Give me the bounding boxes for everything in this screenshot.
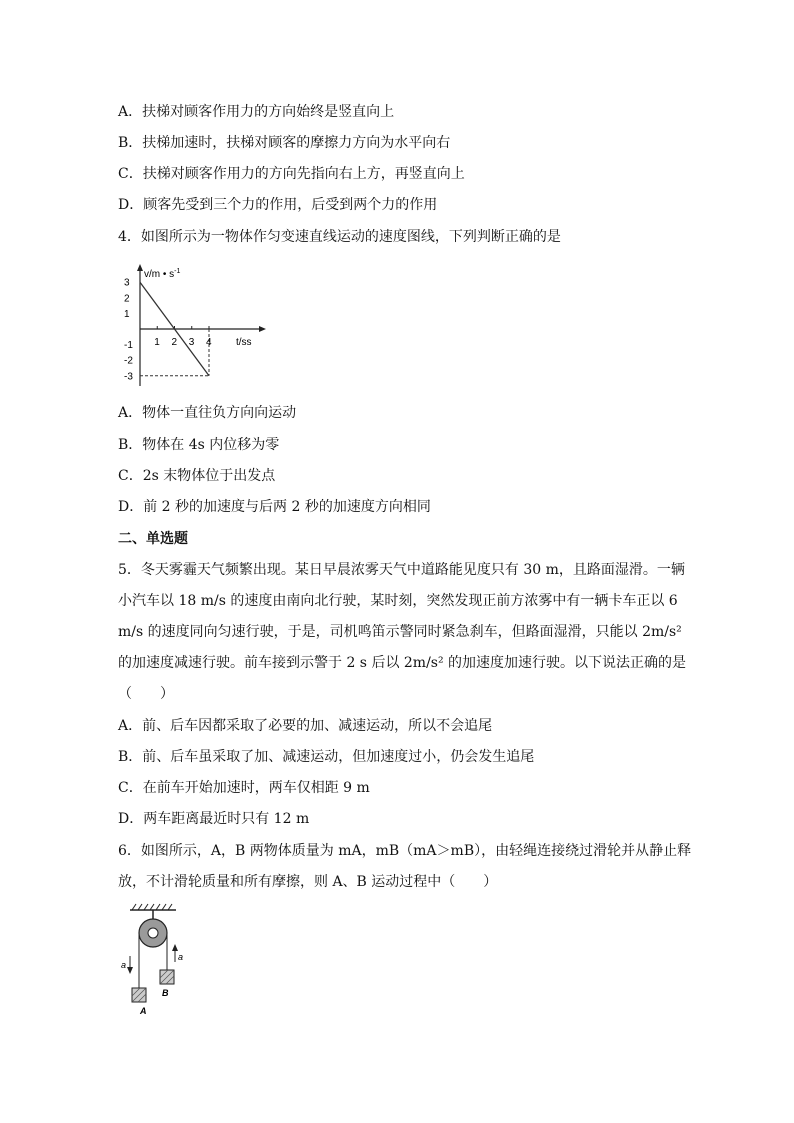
q3-option-c: C．扶梯对顾客作用力的方向先指向右上方，再竖直向上: [118, 166, 465, 182]
q4-stem: 4．如图所示为一物体作匀变速直线运动的速度图线，下列判断正确的是: [118, 229, 561, 245]
q5-line-3: m/s 的速度同向匀速行驶，于是，司机鸣笛示警同时紧急刹车，但路面湿滑，只能以 2m/s²: [118, 624, 682, 640]
x-tick-label: 1: [154, 337, 160, 348]
ceiling-hatch: [132, 904, 172, 910]
q6-line-1: 6．如图所示，A，B 两物体质量为 mA，mB（mA＞mB），由轻绳连接绕过滑轮并从静止释: [118, 843, 692, 859]
q5-option-c: C．在前车开始加速时，两车仅相距 9 m: [118, 780, 370, 796]
q3-option-d: D．顾客先受到三个力的作用，后受到两个力的作用: [118, 197, 438, 213]
x-axis-label: t/ss: [236, 337, 252, 348]
q5-line-4: 的加速度减速行驶。前车接到示警于 2 s 后以 2m/s² 的加速度加速行驶。以下说法正确的是: [118, 655, 687, 671]
q5-line-1: 5．冬天雾霾天气频繁出现。某日早晨浓雾天气中道路能见度只有 30 m，且路面湿滑。一辆: [118, 562, 685, 578]
y-tick-label: -3: [124, 371, 133, 383]
y-axis-label: v/m • $s^{-1}$: [144, 268, 181, 280]
q5-option-b: B．前、后车虽采取了加、减速运动，但加速度过小，仍会发生追尾: [118, 749, 535, 765]
label-block-b: B: [162, 988, 169, 998]
y-axis-arrow: [137, 264, 143, 271]
q5-line-2: 小汽车以 18 m/s 的速度由南向北行驶，某时刻，突然发现正前方浓雾中有一辆卡车正以 6: [118, 593, 678, 609]
y-tick-label: 1: [124, 308, 130, 320]
y-axis-label-exponent: -1: [174, 268, 181, 275]
label-a-left: a: [121, 960, 127, 970]
q4-option-a: A．物体一直往负方向向运动: [118, 405, 297, 421]
pulley-figure: [112, 898, 192, 1018]
pulley-hub: [148, 928, 158, 938]
q4-option-d: D．前 2 秒的加速度与后两 2 秒的加速度方向相同: [118, 499, 431, 515]
q5-option-a: A．前、后车因都采取了必要的加、减速运动，所以不会追尾: [118, 718, 493, 734]
x-tick-label: 2: [171, 337, 178, 348]
q5-line-5: （ ）: [118, 686, 174, 702]
q3-option-b: B．扶梯加速时，扶梯对顾客的摩擦力方向为水平向右: [118, 135, 451, 151]
y-tick-label: 2: [124, 293, 130, 305]
arrow-b-up-head: [172, 944, 178, 951]
arrow-a-down-head: [127, 967, 133, 974]
y-tick-label: 3: [124, 277, 130, 289]
q6-line-2: 放，不计滑轮质量和所有摩擦，则 A、B 运动过程中（ ）: [118, 874, 498, 890]
velocity-time-graph: [116, 262, 276, 388]
y-tick-label: -2: [124, 355, 133, 367]
y-tick-label: -1: [124, 340, 133, 352]
label-block-a: A: [140, 1006, 147, 1016]
x-tick-label: 4: [206, 337, 212, 348]
q5-option-d: D．两车距离最近时只有 12 m: [118, 811, 310, 827]
x-tick-label: 3: [188, 337, 195, 348]
label-a-right: a: [178, 952, 184, 962]
x-axis-arrow: [259, 326, 266, 332]
q4-option-b: B．物体在 4s 内位移为零: [118, 437, 280, 453]
q4-option-c: C．2s 末物体位于出发点: [118, 468, 276, 484]
q3-option-a: A．扶梯对顾客作用力的方向始终是竖直向上: [118, 104, 395, 120]
section-title: 二、单选题: [118, 531, 188, 547]
